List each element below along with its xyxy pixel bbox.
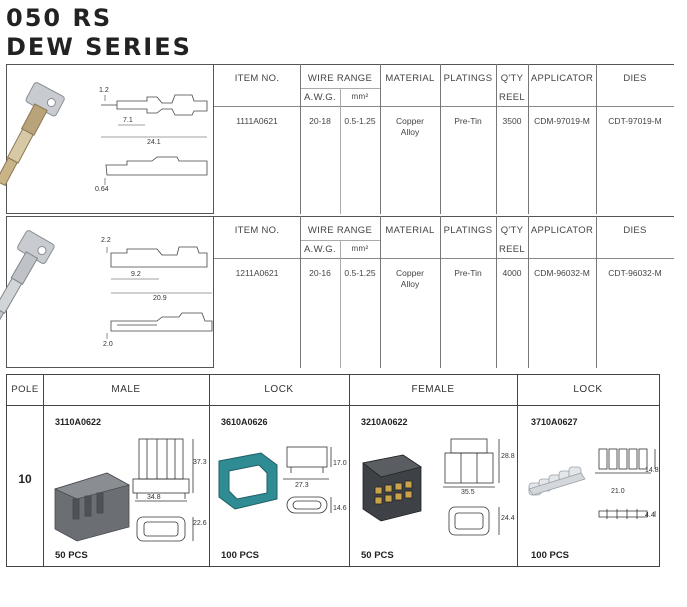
terminal-2-material-2: Alloy <box>400 279 420 289</box>
terminal-1-drawing <box>6 64 214 214</box>
housing-table <box>6 374 660 567</box>
terminal-1-item-no: 1111A0621 <box>236 116 278 126</box>
terminal-1-material-2: Alloy <box>400 127 420 137</box>
terminal-2-mm2: 0.5-1.25 <box>344 268 376 278</box>
lock-2-dim-depth: 4.4 <box>645 512 655 519</box>
male-part-no: 3110A0622 <box>55 417 102 427</box>
terminal-2-dies: CDT-96032-M <box>608 268 662 278</box>
female-dim-width: 35.5 <box>461 489 475 496</box>
header-item-no: ITEM NO. <box>234 73 280 84</box>
terminal-2-item-no: 1211A0621 <box>235 268 279 278</box>
lock-1-illustration <box>211 431 347 551</box>
header-mm2: mm² <box>351 244 369 253</box>
terminal-1-awg: 20-18 <box>309 116 331 126</box>
header-applicator: APPLICATOR <box>530 73 594 84</box>
male-dim-depth: 22.6 <box>193 520 207 527</box>
header-female: FEMALE <box>411 384 455 395</box>
terminal-2-qty: 4000 <box>502 268 522 278</box>
terminal-1-dim-a: 1.2 <box>99 87 109 94</box>
series-code: 050 RS <box>6 4 113 32</box>
male-pcs: 50 PCS <box>55 550 88 561</box>
lock-2-dim-height: 14.8 <box>645 467 659 474</box>
terminal-1-spec-table <box>214 64 674 214</box>
lock-2-pcs: 100 PCS <box>531 550 570 561</box>
header-male: MALE <box>111 384 141 395</box>
lock-2-dim-width: 21.0 <box>611 488 625 495</box>
terminal-1-applicator: CDM-97019-M <box>534 116 590 126</box>
header-lock-2: LOCK <box>573 384 603 395</box>
terminal-2-platings: Pre-Tin <box>454 268 482 278</box>
header-reel: REEL <box>498 244 526 255</box>
header-item-no: ITEM NO. <box>234 225 280 236</box>
terminal-2-drawing <box>6 216 214 368</box>
series-name: DEW SERIES <box>6 33 192 61</box>
terminal-1-dim-d: 0.64 <box>95 186 109 193</box>
lock-1-dim-height: 17.0 <box>333 460 347 467</box>
lock-2-part-no: 3710A0627 <box>531 417 578 427</box>
male-dim-width: 34.8 <box>147 494 161 501</box>
terminal-2-awg: 20-16 <box>309 268 331 278</box>
terminal-1-qty: 3500 <box>502 116 522 126</box>
lock-1-dim-depth: 14.6 <box>333 505 347 512</box>
header-awg: A.W.G. <box>304 92 336 103</box>
terminal-1-dim-b: 7.1 <box>123 117 133 124</box>
terminal-2-dim-a: 2.2 <box>101 237 111 244</box>
header-qty: Q'TY <box>500 73 524 84</box>
female-dim-depth: 24.4 <box>501 515 515 522</box>
terminal-1-material-1: Copper <box>396 116 424 126</box>
female-pcs: 50 PCS <box>361 550 394 561</box>
terminal-1-illustration <box>7 65 215 215</box>
female-housing-illustration <box>351 429 511 559</box>
lock-1-dim-width: 27.3 <box>295 482 309 489</box>
header-lock-1: LOCK <box>264 384 294 395</box>
header-qty: Q'TY <box>500 225 524 236</box>
terminal-1-dies: CDT-97019-M <box>608 116 662 126</box>
header-applicator: APPLICATOR <box>530 225 594 236</box>
header-material: MATERIAL <box>385 225 435 236</box>
terminal-1-platings: Pre-Tin <box>454 116 482 126</box>
terminal-2-dim-b: 9.2 <box>131 271 141 278</box>
lock-2-illustration <box>521 431 661 551</box>
header-awg: A.W.G. <box>304 244 336 255</box>
terminal-1-mm2: 0.5-1.25 <box>344 116 376 126</box>
header-material: MATERIAL <box>385 73 435 84</box>
terminal-2-dim-d: 2.0 <box>103 341 113 348</box>
header-platings: PLATINGS <box>443 73 493 84</box>
terminal-2-spec-table <box>214 216 674 368</box>
header-platings: PLATINGS <box>443 225 493 236</box>
header-wire-range: WIRE RANGE <box>307 73 373 84</box>
header-pole: POLE <box>11 384 39 395</box>
male-dim-height: 37.3 <box>193 459 207 466</box>
terminal-2-dim-c: 20.9 <box>153 295 167 302</box>
male-housing-illustration <box>47 429 207 559</box>
lock-1-part-no: 3610A0626 <box>221 417 268 427</box>
female-dim-height: 28.8 <box>501 453 515 460</box>
header-dies: DIES <box>623 225 647 236</box>
terminal-1-dim-c: 24.1 <box>147 139 161 146</box>
pole-count: 10 <box>18 472 32 486</box>
terminal-2-applicator: CDM-96032-M <box>534 268 590 278</box>
lock-1-pcs: 100 PCS <box>221 550 260 561</box>
terminal-2-material-1: Copper <box>396 268 424 278</box>
header-reel: REEL <box>498 92 526 103</box>
female-part-no: 3210A0622 <box>361 417 408 427</box>
header-dies: DIES <box>623 73 647 84</box>
header-wire-range: WIRE RANGE <box>307 225 373 236</box>
header-mm2: mm² <box>351 92 369 101</box>
